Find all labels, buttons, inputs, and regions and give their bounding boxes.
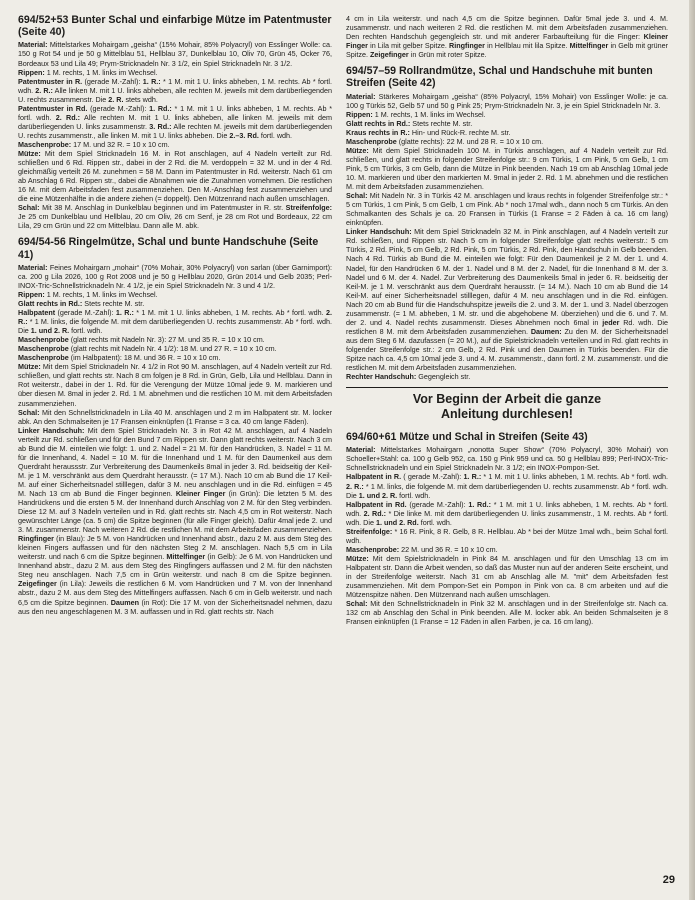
text-run: (gerade M.-Zahl): <box>406 499 469 509</box>
bold-term: Linker Handschuh: <box>346 227 412 237</box>
instruction-paragraph <box>18 335 332 344</box>
page-binding-edge <box>689 0 695 900</box>
section-title: 694/52+53 Bunter Schal und einfarbige Mütze im Patentmuster (Seite 40) <box>18 14 332 39</box>
text-run: (gerade M.-Zahl): <box>82 76 143 86</box>
text-run: (in Gelb): Je 6 M. von Handrücken und Innenhand abstr., dazu 2 M. aus dem Steg des Ringfingers auffassen und 2 M. für den nächsten Steg neu anschlagen. Nach 7,5 cm in Grün weiterstr. und nach 8 cm die Spitze beginnen. <box>18 552 332 580</box>
text-run: (in Rot): Die 17 M. von der Sicherheitsnadel nehmen, dazu aus den neu angeschlagenen M. 3 M. auffassen und in Rd. glatt rechts str. Nach <box>18 597 332 616</box>
bold-term: 2. R.: <box>18 308 332 327</box>
bold-term: Halbpatent <box>18 308 56 318</box>
instruction-paragraph <box>18 308 332 335</box>
section-title: 694/57–59 Rollrandmütze, Schal und Handschuhe mit bunten Streifen (Seite 42) <box>346 65 653 90</box>
bold-term: Ringfinger <box>18 534 54 544</box>
instruction-paragraph <box>346 92 668 110</box>
text-run: * 1 M. links, die folgende M. mit dem darüberliegenden U. rechts zusammenstr. Ab * fortl. wdh. Die <box>346 481 668 500</box>
instruction-paragraph <box>18 203 332 230</box>
instruction-paragraph <box>18 104 332 140</box>
instruction-paragraph <box>346 191 668 227</box>
bold-term: Schal: <box>346 599 368 609</box>
bold-term: Material: <box>18 262 48 272</box>
bold-term: 1. R.: <box>463 472 482 482</box>
bold-term: Rippen: <box>18 289 45 299</box>
text-run: in Grün mit roter Spitze. <box>408 50 487 60</box>
bold-term: Material: <box>346 91 376 101</box>
bold-term: 1. R.: <box>142 76 161 86</box>
text-run: (glatte rechts): 22 M. und 28 R. = 10 x 10 cm. <box>396 136 544 146</box>
text-run: * Die linke M. mit dem darüberliegenden U. links zusammenstr., 1 M. rechts. Ab * fortl. wdh. Die <box>346 508 668 527</box>
text-run: * 1 M. mit 1 U. links abheben, 1 M. rechts. Ab * fortl. wdh. <box>18 76 332 95</box>
bold-term: 1. und 2. R. <box>30 326 70 336</box>
text-run: ( gerade M.-Zahl): <box>401 472 464 482</box>
text-run: in Hellblau mit lila Spitze. <box>484 41 570 51</box>
text-run: (in Grün): Die letzten 5 M. des Handrückens und die ersten 5 M. der Innenhand durch Anschlag von 2 M. für den Steg verbinden. Diese 12 M. auf 3 Nadeln verteilen und in Rd. glatt rechts str. Nach 4,5 cm in Rot weiterstr. Nach gewünschter Länge (ca. 5 cm) die Spitze beginnen (für alle Finger gleich). Dafür 4mal jede 2. und 3. M. zusammenstr. Nach weiteren 2 Rd. die restlichen M. mit dem Arbeitsfaden zusammenziehen. <box>18 488 332 535</box>
text-run: (glatt rechts mit Nadeln Nr. 4 1/2): 18 M. und 27 R. = 10 x 10 cm. <box>68 344 277 354</box>
instruction-paragraph <box>346 128 668 137</box>
instruction-paragraph <box>346 146 668 191</box>
text-run: Mit 38 M. Anschlag in Dunkelblau beginnen und im Patentmuster in R. str. <box>39 203 286 213</box>
text-run: Mit dem Spiel Stricknadeln Nr. 4 1/2 in Rot 90 M. anschlagen, auf 4 Nadeln verteilt zur Rd. schließen, und glatt rechts str. Nach 8 cm folgen je 8 Rd. in Grün, Gelb, Lila und Hellblau. Dann in Rot weiterstr., dabei in der 1. Rd. für die Verengung der Mütze 10mal jede 9. M. markieren und über diesen M. 8mal in jeder 2. Rd. 1 M. abnehmen und die restlichen 10 M. mit dem Arbeitsfaden zusammenziehen. <box>18 362 332 408</box>
text-run: Stärkeres Mohairgarn „geisha“ (85% Polyacryl, 15% Mohair) von Esslinger Wolle: je ca. 100 g Türkis 52, Gelb 57 und 50 g Pink 25; Prym-Stricknadeln Nr. 3, je ein Spiel Stricknadeln Nr. 3. <box>346 91 668 110</box>
text-run: stets wdh. <box>123 94 158 104</box>
section-title: 694/54-56 Ringelmütze, Schal und bunte Handschuhe (Seite 41) <box>18 236 319 261</box>
bold-term: Mütze: <box>18 362 41 372</box>
instruction-paragraph <box>346 472 668 499</box>
text-run: Mit Nadeln Nr. 3 in Türkis 42 M. anschlagen und kraus rechts in folgender Streifenfolge str.: * 5 cm Türkis, 1 cm Pink, 5 cm Gelb, 1 cm Pink. Ab * noch 17mal wdh., dann noch 5 cm Türkis. An den Schmalkanten des Schals je ca. 20 Fransen in Türkis (1 Franse = 2 Fäden à ca. 16 cm lang) einknüpfen. <box>346 191 668 228</box>
text-run: Hin- und Rück-R. rechte M. str. <box>409 127 511 137</box>
instruction-paragraph <box>18 408 332 426</box>
bold-term: 2. R.: <box>35 85 53 95</box>
page-number: 29 <box>662 874 675 886</box>
bold-term: Maschenprobe <box>18 353 69 363</box>
instruction-paragraph <box>346 445 668 472</box>
instruction-paragraph <box>18 40 332 67</box>
text-run: fortl. wdh. <box>397 490 431 500</box>
bold-term: Mittelfinger <box>166 552 206 562</box>
instruction-paragraph <box>346 227 668 372</box>
instruction-paragraph <box>346 554 668 599</box>
instruction-paragraph <box>346 545 668 554</box>
text-run: 22 M. und 36 R. = 10 x 10 cm. <box>399 544 498 554</box>
instruction-paragraph <box>346 14 668 59</box>
bold-term: Kraus rechts in R.: <box>346 127 410 137</box>
bold-term: Material: <box>18 40 48 50</box>
bold-term: Material: <box>346 445 376 455</box>
pattern-section <box>18 14 332 230</box>
pattern-section <box>346 14 668 59</box>
notice-line: Vor Beginn der Arbeit die ganze <box>412 392 602 407</box>
bold-term: Maschenprobe: <box>346 544 400 554</box>
divider-rule <box>346 387 668 388</box>
left-column <box>18 14 332 622</box>
text-run: Mit den Schnellstricknadeln in Lila 40 M. anschlagen und 2 m im Halbpatent str. M. locker abk. An den Schmalseiten je 17 Fransen einknüpfen (1 Franse = 3 ca. 40 cm lange Fäden). <box>18 407 332 426</box>
text-run: Alle linken M. mit 1 U. links abheben, alle rechten M. jeweils mit dem darüberliegenden U. rechts zusammenstr. Die <box>18 85 333 104</box>
text-run: (gerade M.-Zahl): <box>55 308 116 318</box>
text-run: Feines Mohairgarn „mohair“ (70% Mohair, 30% Polyacryl) von sarlan (über Garnimport): ca. 200 g Lila 2026, 100 g Rot 2008 und je 50 g Hellblau 2020, Grün 2014 und Gelb 2035; Perl-INOX-Tric-Schnellstricknadeln Nr. 4 1/2, je ein Spiel Stricknadeln Nr. 3 und 4 1/2. <box>18 262 332 290</box>
text-run: * 1 M. mit 1 U. links abheben, 1 M. rechts. Ab * fortl. wdh. <box>481 472 668 482</box>
instruction-paragraph <box>18 362 332 407</box>
bold-term: Rechter Handschuh: <box>346 372 417 382</box>
bold-term: Mütze: <box>346 145 369 155</box>
instruction-paragraph <box>18 426 332 616</box>
pattern-section <box>18 236 332 615</box>
instruction-paragraph <box>346 500 668 527</box>
text-run: 1 M. rechts, 1 M. links im Wechsel. <box>44 289 158 299</box>
bold-term: Mittelfinger <box>569 41 609 51</box>
text-run: Mit dem Spiel Stricknadeln 100 M. in Türkis anschlagen, auf 4 Nadeln verteilt zur Rd. schließen, und glatt rechts in folgender Streifenfolge str.: 9 cm Türkis, 1 cm Pink, 5 cm Gelb, 1 cm Pink, 5 cm Türkis, 3 cm Gelb, dann die Mütze in Pink beenden. Nach 19 cm ab Anschlag 10mal jede 10. M. markieren und über den markierten M. 9mal in jeder 2. Rd. 1 M. abnehmen und die restlichen M. mit dem Arbeitsfaden zusammenziehen. <box>346 145 668 192</box>
instruction-paragraph <box>18 299 332 308</box>
text-run: Gegengleich str. <box>416 372 471 382</box>
bold-term: Rippen: <box>18 67 45 77</box>
text-run: fortl. wdh. <box>258 130 293 140</box>
text-run: Mittelstarkes Mohairgarn „geisha“ (15% Mohair, 85% Polyacryl) von Esslinger Wolle: ca. 150 g Rot 54 und je 50 g Mittelblau 51, Hellblau 37, Dunkelblau 10, Oliv 70, Grün 45, Ocker 76, Bordeaux 53 und Lila 49; Prym-Stricknadeln Nr. 3 1/2, ein Spiel Stricknadeln Nr. 3 1/2. <box>18 40 332 68</box>
bold-term: Maschenprobe <box>346 136 397 146</box>
text-run: Mit dem Spiel Stricknadeln Nr. 3 in Rot 42 M. anschlagen, auf 4 Nadeln verteilt zur Rd. schließen und für den Bund 7 cm Rippen str. Dann glatt rechts weiterstr. Nach 3 cm ab Bund die M. einteilen wie folgt: 1. und 2. Nadel = 21 M. für den Handrücken, 3. Nadel = 11 M. für die Innenhand, 4. Nadel = 10 M. für die Innenhand und 1 M. für den Daumenkeil aus dem Querdraht heraussstr. Zur Verbreiterung des Daumenkeils 8mal in jeder 3. Rd. beidseitig der Keil-M. je 1 M. verschränkt aus dem Querdraht herausstr. (= 17 M.). Nach 10 cm ab Bund die 17 Keil-M. auf einer Sicherheitsnadel stilllegen, dafür 3 M. neu anschlagen und in die Rd. einfügen = 45 M. Nach 13 cm ab Bund die Finger beginnen. <box>18 425 332 498</box>
text-run: (gerade M.-Zahl): <box>87 103 150 113</box>
instruction-paragraph <box>346 599 668 626</box>
text-run: Stets rechte M. str. <box>410 118 473 128</box>
bold-term: Linker Handschuh: <box>18 425 85 435</box>
instruction-paragraph <box>18 290 332 299</box>
text-run: * 16 R. Pink, 8 R. Gelb, 8 R. Hellblau. Ab * bei der Mütze 1mal wdh., beim Schal fortl. wdh. <box>346 526 668 545</box>
bold-term: 1. R.: <box>115 308 134 318</box>
text-run: 17 M. und 32 R. = 10 x 10 cm. <box>71 139 170 149</box>
bold-term: Streifenfolge: <box>346 526 393 536</box>
bold-term: Patentmuster in R. <box>18 76 83 86</box>
text-run: (glatt rechts mit Nadeln Nr. 3): 27 M. und 35 R. = 10 x 10 cm. <box>68 335 265 345</box>
bold-term: 3. Rd.: <box>149 121 172 131</box>
bold-term: Schal: <box>346 191 368 201</box>
instruction-paragraph <box>346 527 668 545</box>
notice-line: Anleitung durchlesen! <box>441 406 573 421</box>
instruction-paragraph <box>18 68 332 77</box>
bold-term: Daumen: <box>530 326 562 336</box>
bold-term: 1. Rd.: <box>468 499 492 509</box>
bold-term: Halbpatent in Rd. <box>346 499 407 509</box>
instruction-paragraph <box>18 263 332 290</box>
text-run: (im Halbpatent): 18 M. und 36 R. = 10 x 10 cm. <box>68 353 221 363</box>
bold-term: Mütze: <box>346 553 369 563</box>
text-run: Stets rechte M. str. <box>82 298 145 308</box>
pattern-section <box>346 65 668 381</box>
bold-term: 1. Rd.: <box>149 103 172 113</box>
text-run: 1 M. rechts, 1 M. links im Wechsel. <box>372 109 486 119</box>
bold-term: Glatt rechts in Rd.: <box>18 298 83 308</box>
bold-term: 2. Rd.: <box>55 112 81 122</box>
instruction-paragraph <box>18 149 332 203</box>
text-run: * 1 M. mit 1 U. links abheben, 1 M. rechts. Ab * fortl. wdh. <box>133 308 326 318</box>
text-run: * 1 M. mit 1 U. links abheben, 1 M. rechts. Ab * fortl. wdh. <box>346 499 668 518</box>
bold-term: Streifenfolge: <box>285 203 332 213</box>
text-run: Mit dem Spiel Stricknadeln 16 M. in Rot anschlagen, auf 4 Nadeln verteilt zur Rd. schließen und 6 Rd. Rippen str., dabei in der 2 Rd. die M. verdoppeln = 32 M. und in der 4 Rd. gleichmäßig verteilt 26 M. zunehmen = 58 M. Dann im Patentmuster in Rd. weiterstr. Nach 61 cm ab Anschlag 6 Rd. Rippen str., dabei die Abnahmen wie die Zunahmen vornehmen. Die restlichen 16 M. mit dem Arbeitsfaden fest zusammenziehen. Den M.-Anschlag fest zusammenziehen und die eine Mützenhälfte in die andere ziehen (= doppelt). Den Mützenrand nach außen umschlagen. <box>18 148 332 204</box>
pattern-section <box>346 431 668 626</box>
bold-term: Ringfinger <box>449 41 485 51</box>
instruction-paragraph <box>346 110 668 119</box>
bold-term: Patentmuster in Rd. <box>18 103 88 113</box>
bold-term: Schal: <box>18 407 40 417</box>
bold-term: Halbpatent in R. <box>346 472 402 482</box>
bold-term: Zeigefinger <box>369 50 409 60</box>
bold-term: 2. R. <box>108 94 124 104</box>
bold-term: jeder <box>602 317 620 327</box>
bold-term: 2. Rd.: <box>363 508 387 518</box>
bold-term: Kleiner Finger <box>175 488 226 498</box>
text-run: fortl. wdh. <box>418 517 452 527</box>
instruction-paragraph <box>18 140 332 149</box>
bold-term: 1. und 2. R. <box>358 490 398 500</box>
text-run: fortl. wdh. <box>69 326 103 336</box>
bold-term: Maschenprobe: <box>18 139 72 149</box>
text-run: in Lila mit gelber Spitze. <box>367 41 450 51</box>
instruction-paragraph <box>346 372 668 381</box>
text-run: Mit dem Spielstricknadeln in Pink 84 M. anschlagen und für den Umschlag 13 cm im Halbpatent str. Dann die Arbeit wenden, so daß das Muster nun auf der anderen Seite erscheint, und in der Streifenfolge weiterstr. Nach 31 cm ab Anschlag alle M. "mit" dem Arbeitsfaden fest zusammenziehen. Mit dem Pompon-Set ein Pompon in Pink von ca. 8 cm arbeiten und auf die Mützenspitze nähen. Den Mützenrand nach außen umschlagen. <box>346 553 668 600</box>
instruction-paragraph <box>18 353 332 362</box>
bold-term: Zeigefinger <box>18 579 57 589</box>
text-run: 4 cm in Lila weiterstr. und nach 4,5 cm die Spitze beginnen. Dafür 5mal jede 3. und 4. M. zusammenstr. und nach weiteren 2 Rd. die restlichen M. mit dem Arbeitsfaden zusammenziehen. Den rechten Handschuh gegengleich str. und mit anderer Farbaufteilung für die Finger: <box>346 14 668 42</box>
instruction-paragraph <box>18 344 332 353</box>
bold-term: Mütze: <box>18 148 41 158</box>
text-run: Zu den M. der Sicherheitsnadel aus dem Steg 6 M. dazufassen (= 20 M.), auf die Spielstricknadeln verteilen und in Rd. glatt rechts in folgender Streifenfolge str.: 2 cm Gelb, 2 Rd. Pink und den Daumen in Türkis beenden. Für die Spitze nach ca. 4,5 cm 10mal jede 3. und 4. M. zusammenstr., dann fortl. 2 M. zusammenstr. und die restlichen M. mit dem Arbeitsfaden zusammenziehen. <box>346 326 668 373</box>
bold-term: Maschenprobe <box>18 344 69 354</box>
bold-term: 2. R.: <box>346 481 364 491</box>
text-run: (in Blau): Je 5 M. von Handrücken und Innenhand abstr., dazu 2 M. aus dem Steg des kleinen Fingers auffassen und für den nächsten Steg 2 M. anschlagen. Nach 5,5 cm in Lila weiterstr. und nach 6 cm die Spitze beginnen. <box>18 534 332 562</box>
instruction-paragraph <box>346 137 668 146</box>
bold-term: Schal: <box>18 203 40 213</box>
text-run: (in Lila): Jeweils die restlichen 6 M. vom Handrücken und 7 M. von der Innenhand abstr., dazu 2 M. aus dem Steg des Mittelfingers auffassen. Nach 6 cm in Gelb weiterstr. und nach 6,5 cm die Spitze beginnen. <box>18 579 332 607</box>
text-run: Mit dem Spiel Stricknadeln 32 M. in Pink anschlagen, auf 4 Nadeln verteilt zur Rd. schließen, und Rippen str. Nach 5 cm in folgender Streifenfolge glatt rechts weiterstr.: 5 cm Türkis, 2 Rd. Pink, 5 cm Gelb, 2 Rd. Pink, 5 cm Türkis, 2 Rd. Pink, den Handschuh in Gelb beenden. Nach 4 Rd. Türkis ab Bund die M. einteilen wie folgt: Für den Daumenkeil je 2 M. der 1. und 4. Nadel, für den Handrücken 6 M. der 1. Nadel und 8 M. der 2. Nadel, für die Innenhand 8 M. der 3. Nadel und 6 M. der 4. Nadel. Zur Verbreiterung des Daumenkeils 5mal in jeder 6. R. beidseitig der Keil-M. je 1 M. verschränkt aus dem Querdraht herausstr. (= 14 M.). Nach 10 cm ab Bund die 14 Keil-M. auf einer Sicherheitsnadel stilllegen, dafür 4 M. neu anschlagen und in die Rd. einfügen. Nach 20 cm ab Bund für die Handschuhspitze jeweils die 2. und 3. M. der 1. und 3. Nadel überzogen zusammenstr. (= 1 M. abheben, 1 M. str. und die abgehobene M. überziehen) und die 6. und 7. M. der 2. und 4. Nadel rechts zusammenstr. Dieses Abnehmen noch 6mal in <box>346 227 668 327</box>
text-run: 1 M. rechts, 1 M. links im Wechsel. <box>44 67 158 77</box>
text-run: Mittelstarkes Mohairgarn „nonotta Super Show“ (70% Polyacryl, 30% Mohair) von Schoeller+Stahl: ca. 100 g Gelb 952, ca. 150 g Pink 959 und ca. 50 g Hellblau 899; Perl-INOX-Tric-Schnellstricknadeln und ein Spiel Stricknadeln Nr. 3 1/2; ein INOX-Pompon-Set. <box>346 445 668 473</box>
text-run: Je 25 cm Dunkelblau und Hellblau, 20 cm Oliv, 26 cm Senf, je 28 cm Rot und Bordeaux, 22 cm Lila, 29 cm Grün und 22 cm Mittelblau. Dann alle M. abk. <box>18 212 332 231</box>
text-run: * 1 M. mit 1 U. links abheben, 1 M. rechts. Ab * fortl. wdh. <box>18 103 332 122</box>
right-column <box>346 14 668 632</box>
bold-term: 1. und 2. Rd. <box>375 517 419 527</box>
text-run: Alle rechten M. jeweils mit dem darüberliegenden U. rechts zusammenstr., alle linken M. mit 1 U. links abheben. Die <box>18 121 332 140</box>
text-run: * 1 M. links, die folgende M. mit dem darüberliegenden U. rechts zusammenstr. Ab * fortl. wdh. Die <box>18 317 332 336</box>
instruction-paragraph <box>18 77 332 104</box>
bold-term: Rippen: <box>346 109 373 119</box>
text-run: Alle rechten M. mit 1 U. links abheben, alle linken M. jeweils mit dem darüberliegenden U. links zusammenstr. <box>18 112 333 131</box>
bold-term: Kleiner Finger <box>346 32 668 51</box>
text-run: in Gelb mit grüner Spitze. <box>346 41 668 60</box>
bold-term: 2.–3. Rd. <box>229 130 259 140</box>
text-run: Mit den Schnellstricknadeln in Pink 32 M. anschlagen und in der Streifenfolge str. Nach ca. 132 cm ab Anschlag den Schal in Pink beenden. Alle M. locker abk. An beiden Schmalseiten je 8 Fransen einknüpfen (1 Franse = 12 Fäden in allen Farben, je ca. 16 cm lang). <box>346 599 668 627</box>
text-run: Rd. wdh. Die restlichen 8 M. mit dem Arbeitsfaden zusammenziehen. <box>346 317 668 336</box>
instruction-paragraph <box>346 119 668 128</box>
section-title: 694/60+61 Mütze und Schal in Streifen (Seite 43) <box>346 431 588 444</box>
bold-term: Maschenprobe <box>18 335 69 345</box>
bold-term: Daumen <box>110 597 140 607</box>
bold-term: Glatt rechts in Rd.: <box>346 118 411 128</box>
read-instructions-notice <box>346 392 668 421</box>
